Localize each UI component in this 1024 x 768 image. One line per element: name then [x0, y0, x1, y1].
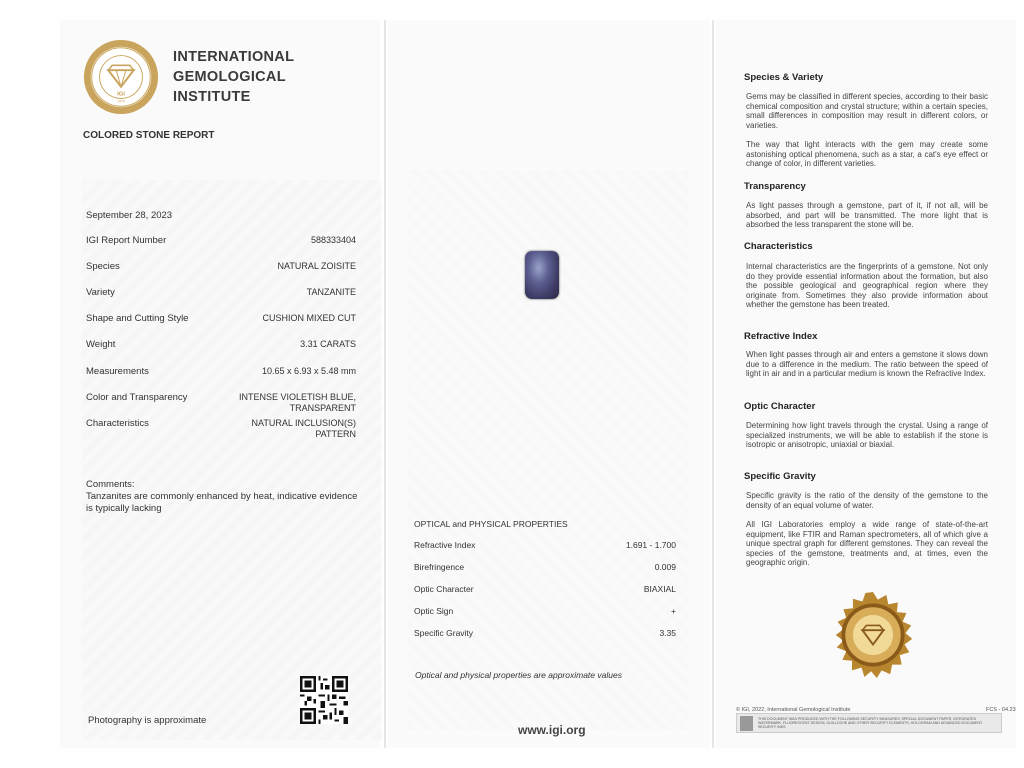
- field-value: TANZANITE: [306, 287, 356, 297]
- igi-logo-icon: [82, 38, 160, 116]
- gemstone-photo: [525, 251, 559, 299]
- property-label: Refractive Index: [414, 540, 476, 550]
- form-code: FCS - 04.23: [986, 707, 1016, 713]
- security-bar: [736, 713, 1002, 733]
- qr-code-icon: [300, 676, 348, 724]
- organization-name: INTERNATIONAL GEMOLOGICAL INSTITUTE: [173, 49, 295, 105]
- field-label: Color and Transparency: [86, 392, 188, 403]
- document-icon: [740, 716, 753, 731]
- field-label: Variety: [86, 287, 115, 298]
- field-value: NATURAL ZOISITE: [277, 261, 356, 271]
- info-panel: [716, 20, 1016, 748]
- field-value: NATURAL INCLUSION(S) PATTERN: [251, 418, 356, 439]
- field-label: Species: [86, 261, 120, 272]
- photography-note: Photography is approximate: [88, 715, 207, 726]
- property-value: 1.691 - 1.700: [625, 540, 676, 550]
- property-label: Birefringence: [414, 562, 465, 572]
- section-heading: Specific Gravity: [744, 471, 816, 482]
- fold-line-right: [712, 20, 714, 748]
- property-value: +: [671, 606, 676, 616]
- property-value: 0.009: [654, 562, 676, 572]
- section-paragraph: As light passes through a gemstone, part of it, if not all, will be absorbed, and part will be transmitted. The more light that is absorbed the less transparent the stone will be.: [746, 201, 988, 229]
- comments-label: Comments:: [86, 479, 135, 490]
- field-label: IGI Report Number: [86, 235, 167, 246]
- section-paragraph: Internal characteristics are the fingerprints of a gemstone. Not only do they provide essential information about the formation, but also the possible geological and geographical region where they originate from. Sometimes they also provide information about whether the gemstone has been treated.: [746, 262, 988, 309]
- security-text: THIS DOCUMENT WAS PRODUCED WITH THE FOLLOWING SECURITY MEASURES: SPECIAL DOCUMENT PAPER, INTEGRATED WATERMARK, FLUORESCENT DESIGN, GUILLOCHE AND OTHER SECURITY ELEMENTS, HOLOGRAM AND ADVANCED DOCUMENT SECURITY INKS: [758, 717, 983, 730]
- website-url: www.igi.org: [518, 723, 586, 737]
- field-label: Weight: [86, 339, 116, 350]
- section-heading: Refractive Index: [744, 331, 818, 342]
- section-heading: Transparency: [744, 181, 806, 192]
- report-date: September 28, 2023: [86, 210, 173, 221]
- report-title: COLORED STONE REPORT: [83, 130, 215, 141]
- section-heading: Optic Character: [744, 401, 816, 412]
- field-value: CUSHION MIXED CUT: [262, 313, 356, 323]
- copyright-text: © IGI, 2022, International Gemological Institute: [736, 707, 851, 713]
- section-paragraph: The way that light interacts with the gem may create some astonishing optical phenomena, such as a star, a cat's eye effect or change of color, in different varieties.: [746, 140, 988, 168]
- properties-panel: [388, 20, 710, 748]
- gold-seal-icon: [830, 592, 916, 678]
- property-value: 3.35: [659, 628, 676, 638]
- properties-title: OPTICAL and PHYSICAL PROPERTIES: [414, 519, 568, 529]
- field-label: Characteristics: [86, 418, 149, 429]
- comments-text: Tanzanites are commonly enhanced by heat, indicative evidence is typically lacking: [86, 491, 358, 514]
- property-label: Optic Character: [414, 584, 474, 594]
- section-heading: Characteristics: [744, 241, 813, 252]
- field-value: 3.31 CARATS: [300, 339, 356, 349]
- approximate-values-note: Optical and physical properties are approximate values: [415, 670, 622, 680]
- report-panel: [60, 20, 380, 748]
- section-paragraph: Gems may be classified in different species, according to their basic chemical composition and crystal structure; within a certain species, small differences in composition may result in different colors, or varieties.: [746, 92, 988, 130]
- section-paragraph: Determining how light travels through the crystal. Using a range of specialized instruments, we will be able to establish if the stone is isotropic or anisotropic, uniaxial or biaxial.: [746, 421, 988, 449]
- section-paragraph: When light passes through air and enters a gemstone it slows down due to a difference in the medium. The ratio between the speed of light in air and in a particular medium is known the Refractive Index.: [746, 350, 988, 378]
- svg-text:1975: 1975: [117, 99, 125, 104]
- field-label: Shape and Cutting Style: [86, 313, 189, 324]
- fold-line-left: [384, 20, 386, 748]
- field-value: 588333404: [310, 235, 356, 245]
- section-paragraph: All IGI Laboratories employ a wide range of state-of-the-art equipment, like FTIR and Raman spectrometers, all of which give a unique spectral graph for different gemstones. They can reveal the species of the gemstone, treatments and, at times, even the geographic origin.: [746, 520, 988, 567]
- comments-block: [86, 479, 361, 515]
- svg-text:IGI: IGI: [117, 91, 125, 98]
- section-heading: Species & Variety: [744, 72, 824, 83]
- section-paragraph: Specific gravity is the ratio of the density of the gemstone to the density of an equal volume of water.: [746, 491, 988, 510]
- property-label: Optic Sign: [414, 606, 454, 616]
- property-label: Specific Gravity: [414, 628, 474, 638]
- field-label: Measurements: [86, 366, 149, 377]
- field-value: INTENSE VIOLETISH BLUE, TRANSPARENT: [238, 392, 356, 413]
- field-value: 10.65 x 6.93 x 5.48 mm: [261, 366, 356, 376]
- property-value: BIAXIAL: [643, 584, 676, 594]
